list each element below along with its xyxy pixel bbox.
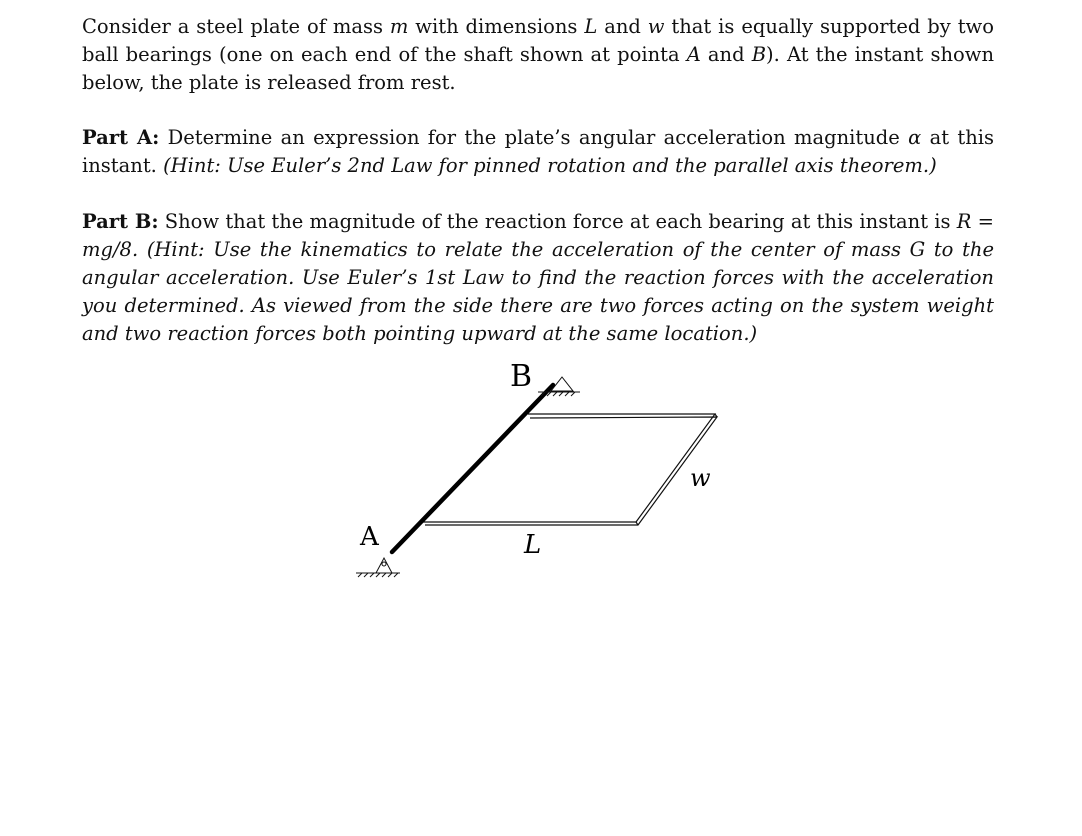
part-b-label: Part B: [82,210,159,233]
part-b-text: Show that the magnitude of the reaction force at each bearing at this instant is [158,210,957,233]
mass-symbol: m [389,15,409,38]
part-a-hint: (Hint: Use Euler’s 2nd Law for pinned rotation and the parallel axis theorem.) [163,154,937,177]
plate-figure [340,350,740,594]
part-a-text: at this instant. [82,126,994,177]
label-l: L [524,530,542,560]
length-symbol: L [584,15,598,38]
intro-text: with dimensions [408,15,585,38]
alpha-symbol: α [908,126,922,149]
intro-text: and [700,43,752,66]
intro-text: ). At the instant shown below, the plate is released from rest. [82,43,995,94]
bearing-b-support [538,377,580,396]
label-w: w [690,464,711,492]
part-b-hint: (Hint: Use the kinematics to relate the acceleration of the center of mass G to the angular acceleration. Use Euler’s 1st Law to find the reaction forces with the acceleration you determined. As viewed from the side there are two forces acting on the system weight and two reaction forces both pointing upward at the same location.) [82,238,994,345]
part-a-text: Determine an expression for the plate’s angular acceleration magnitude [159,126,909,149]
intro-paragraph [82,13,994,97]
reaction-force-equation: R = mg/8. [82,210,994,261]
intro-text: that is equally supported by two ball bearings (one on each end of the shaft shown at pointa [82,15,994,66]
point-a-symbol: A [686,43,701,66]
label-b: B [510,359,533,394]
shaft [392,385,553,552]
part-a-label: Part A: [82,126,160,149]
label-a: A [360,522,379,552]
part-b-paragraph [82,208,994,348]
plate-diagram [340,350,740,590]
point-b-symbol: B [751,43,767,66]
part-a-paragraph [82,124,994,180]
plate [423,414,717,525]
width-symbol: w [647,15,665,38]
bearing-a-support [356,558,400,577]
intro-text: Consider a steel plate of mass [82,15,390,38]
intro-text: and [597,15,648,38]
